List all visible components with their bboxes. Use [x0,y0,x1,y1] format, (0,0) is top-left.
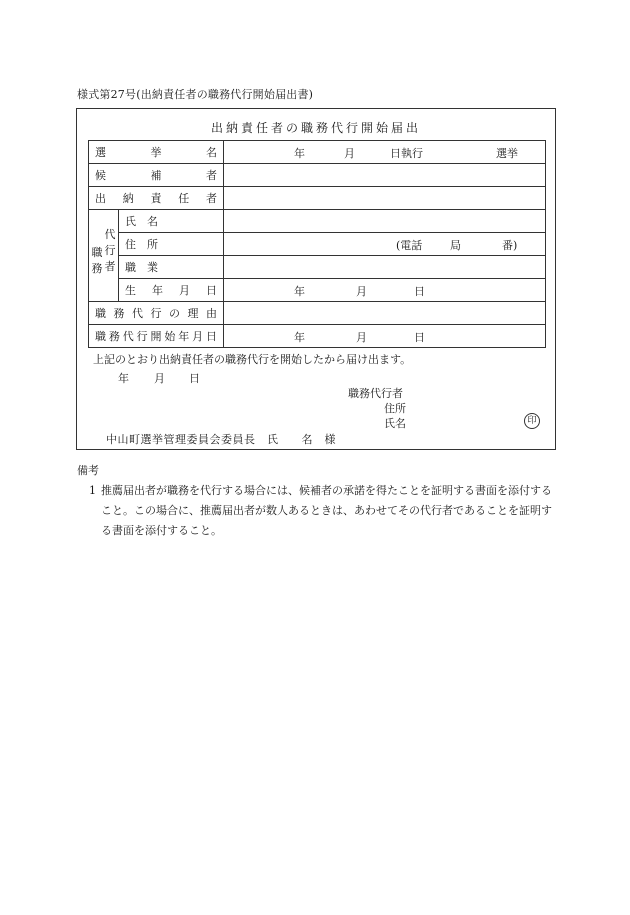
phone-open-label: (電話 [396,239,423,252]
notice-month-label: 月 [154,372,165,385]
addressee: 中山町選挙管理委員会委員長 氏 名 様 [106,433,336,446]
treasurer-field[interactable] [224,187,546,210]
row-agent-occupation [89,256,546,279]
address-label-text: 住 所 [125,238,158,251]
form-number-caption: 様式第27号(出納責任者の職務代行開始届出書) [77,88,314,101]
name-label-text: 氏 名 [125,215,158,228]
remarks-item-number: 1 [89,484,96,497]
form-table [88,140,546,348]
birth-year-label: 年 [294,285,305,298]
election-kind-label: 選挙 [496,147,518,160]
birth-month-label: 月 [356,285,367,298]
form-title: 出納責任者の職務代行開始届出 [210,121,421,135]
remarks-title: 備考 [77,464,99,477]
candidate-field[interactable] [224,164,546,187]
agent-address-field[interactable] [224,233,546,256]
row-reason [89,302,546,325]
row-agent-address [89,233,546,256]
row-election [89,141,546,164]
agent-group-label [89,210,119,302]
form-frame [76,108,556,450]
agent-group-label-col2: 代 行 者 [104,227,116,273]
birthdate-label: 生 年 月 日 [119,279,224,302]
start-year-label: 年 [294,331,305,344]
birth-day-label: 日 [414,285,425,298]
agent-name-field[interactable] [224,210,546,233]
row-agent-name [89,210,546,233]
occupation-label [119,256,224,279]
reason-field[interactable] [224,302,546,325]
candidate-label: 候 補 者 [89,164,224,187]
name-label [119,210,224,233]
row-treasurer [89,187,546,210]
election-year-label: 年 [294,147,305,160]
remarks-item [77,481,557,541]
phone-number-label: 番) [502,239,518,252]
row-agent-birthdate [89,279,546,302]
election-field[interactable] [224,141,546,164]
signature-name-label: 氏名 [384,417,406,430]
election-day-label: 日執行 [390,147,423,160]
election-label: 選 挙 名 [89,141,224,164]
start-date-label: 職務代行開始年月日 [89,325,224,348]
agent-birthdate-field[interactable] [224,279,546,302]
signature-address-label: 住所 [384,402,406,415]
start-day-label: 日 [414,331,425,344]
phone-exchange-label: 局 [450,239,461,252]
address-label [119,233,224,256]
notice-text: 上記のとおり出納責任者の職務代行を開始したから届け出ます。 [93,353,412,366]
reason-label: 職務代行の理由 [89,302,224,325]
start-month-label: 月 [356,331,367,344]
notice-day-label: 日 [189,372,200,385]
start-date-field[interactable] [224,325,546,348]
seal-icon: 印 [524,413,540,429]
remarks-item-text: 推薦届出者が職務を代行する場合には、候補者の承諾を得たことを証明する書面を添付すること。この場合に、推薦届出者が数人あるときは、あわせてその代行者であることを証明する書面を添付すること。 [101,484,552,537]
row-start-date [89,325,546,348]
agent-group-label-col1: 職 務 [91,245,103,275]
signature-role: 職務代行者 [348,387,403,400]
agent-occupation-field[interactable] [224,256,546,279]
occupation-label-text: 職 業 [125,261,158,274]
election-month-label: 月 [344,147,355,160]
treasurer-label: 出 納 責 任 者 [89,187,224,210]
row-candidate [89,164,546,187]
notice-year-label: 年 [118,372,129,385]
